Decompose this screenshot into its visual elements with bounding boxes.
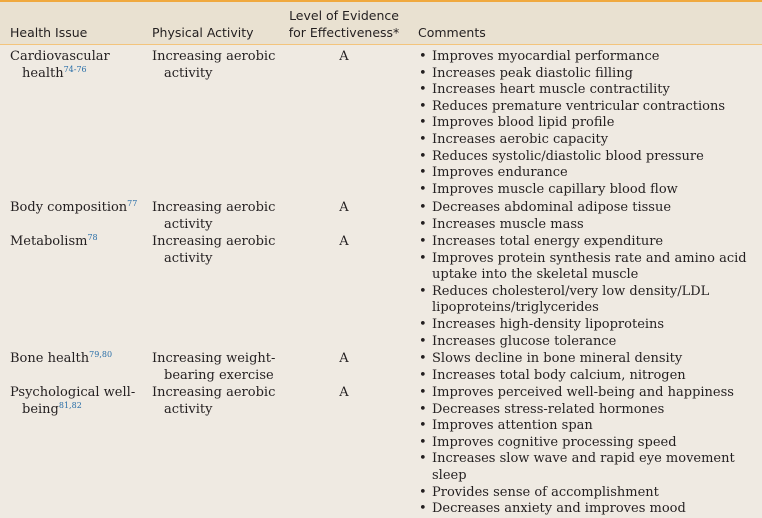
comment-item: • Increases total energy expenditure <box>418 234 762 251</box>
comment-item: • Increases total body calcium, nitrogen <box>418 368 762 385</box>
issue-text: Cardiovascular health <box>10 49 110 81</box>
comment-item: • Reduces premature ventricular contractions <box>418 99 762 116</box>
reference-superscript: 74-76 <box>63 64 87 74</box>
comment-item: • Slows decline in bone mineral density <box>418 351 762 368</box>
comment-item: • Improves muscle capillary blood flow <box>418 182 762 199</box>
cell-health-issue <box>10 385 157 419</box>
comment-item: • Increases slow wave and rapid eye movement sleep <box>418 451 762 484</box>
comment-item: • Increases heart muscle contractility <box>418 82 762 99</box>
table-header <box>0 2 762 45</box>
comments-list <box>418 49 762 198</box>
comment-item: • Improves myocardial performance <box>418 49 762 66</box>
comment-item: • Increases aerobic capacity <box>418 132 762 149</box>
issue-text: Psychological well-being <box>10 385 136 417</box>
reference-superscript: 78 <box>87 233 98 242</box>
cell-evidence-level: A <box>339 385 349 400</box>
comment-item: • Provides sense of accomplishment <box>418 485 762 502</box>
cell-evidence-level: A <box>339 49 349 64</box>
cell-evidence-level: A <box>339 200 349 215</box>
cell-physical-activity: Increasing weight-bearing exercise <box>152 351 276 383</box>
comment-item: • Improves perceived well-being and happiness <box>418 385 762 402</box>
reference-superscript: 77 <box>127 199 138 208</box>
reference-superscript: 79,80 <box>89 350 113 359</box>
header-evidence-level <box>282 7 406 41</box>
cell-physical-activity: Increasing aerobic activity <box>152 49 276 81</box>
comments-list <box>418 234 762 350</box>
comments-list <box>418 385 762 518</box>
header-health-issue: Health Issue <box>10 25 88 40</box>
cell-health-issue <box>10 200 157 218</box>
comment-item: • Increases muscle mass <box>418 217 762 234</box>
header-evidence-line1: Level of Evidence <box>289 8 399 23</box>
cell-physical-activity: Increasing aerobic activity <box>152 385 276 417</box>
comment-item: • Decreases anxiety and improves mood <box>418 501 762 518</box>
reference-superscript: 81,82 <box>58 400 82 410</box>
header-comments: Comments <box>418 25 486 40</box>
cell-health-issue <box>10 351 157 369</box>
comment-item: • Decreases abdominal adipose tissue <box>418 200 762 217</box>
header-evidence-line2: for Effectiveness* <box>288 25 400 40</box>
cell-health-issue <box>10 49 157 83</box>
comment-item: • Increases high-density lipoproteins <box>418 317 762 334</box>
comment-item: • Increases glucose tolerance <box>418 334 762 351</box>
comment-item: • Decreases stress-related hormones <box>418 402 762 419</box>
header-physical-activity: Physical Activity <box>152 25 254 40</box>
cell-evidence-level: A <box>339 351 349 366</box>
issue-text: Body composition <box>10 200 128 215</box>
comment-item: • Increases peak diastolic filling <box>418 66 762 83</box>
comments-list <box>418 351 762 384</box>
comment-item: • Improves protein synthesis rate and amino acid uptake into the skeletal muscle <box>418 251 762 284</box>
issue-text: Metabolism <box>10 234 88 249</box>
cell-physical-activity: Increasing aerobic activity <box>152 234 276 266</box>
comments-list <box>418 200 762 233</box>
comment-item: • Improves cognitive processing speed <box>418 435 762 452</box>
comment-item: • Improves blood lipid profile <box>418 115 762 132</box>
comment-item: • Improves attention span <box>418 418 762 435</box>
cell-physical-activity: Increasing aerobic activity <box>152 200 276 232</box>
cell-health-issue <box>10 234 157 252</box>
comment-item: • Reduces systolic/diastolic blood pressure <box>418 149 762 166</box>
comment-item: • Improves endurance <box>418 165 762 182</box>
comment-item: • Reduces cholesterol/very low density/LDL lipoproteins/triglycerides <box>418 284 762 317</box>
issue-text: Bone health <box>10 351 90 366</box>
cell-evidence-level: A <box>339 234 349 249</box>
